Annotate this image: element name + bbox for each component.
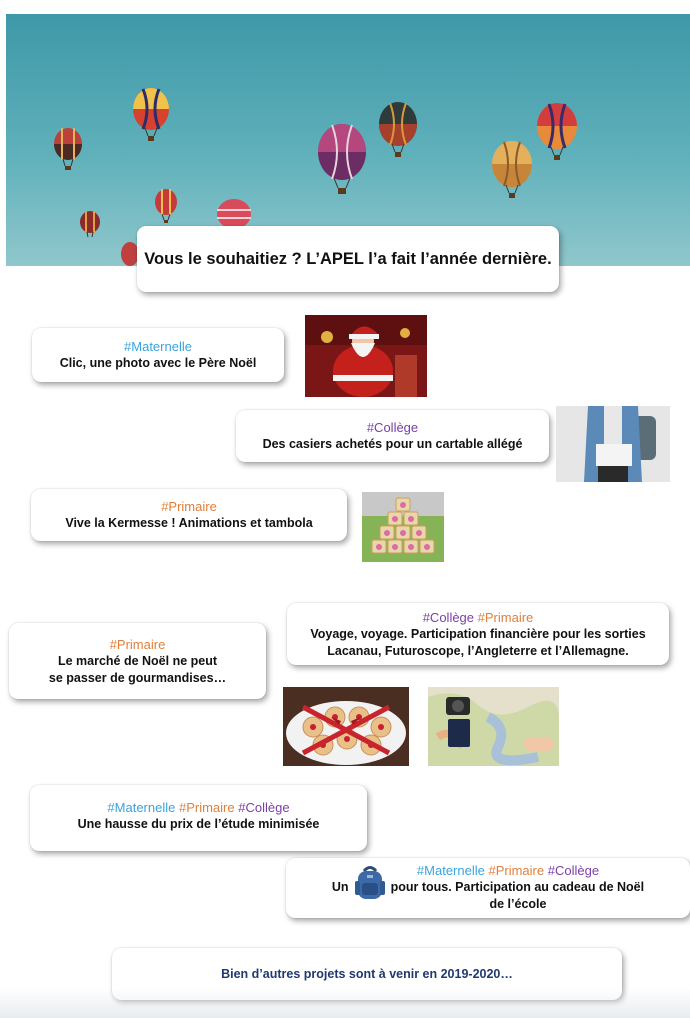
card-text: Vive la Kermesse ! Animations et tambola [65, 516, 313, 530]
balloon [492, 141, 532, 198]
card-text-line2: Lacanau, Futuroscope, l’Angleterre et l’Allemagne. [327, 644, 629, 658]
balloon [318, 124, 366, 194]
backpack-icon [353, 879, 387, 896]
card-text-line2: se passer de gourmandises… [48, 671, 227, 685]
card-pere-noel [32, 328, 284, 382]
travel-map-photo [428, 687, 559, 766]
card-text-line1 [286, 879, 690, 896]
card-text: Clic, une photo avec le Père Noël [59, 356, 257, 370]
jars-pyramid-photo [362, 492, 444, 562]
balloon [80, 211, 100, 237]
student-backpack-photo [556, 406, 670, 482]
card-kermesse [31, 489, 347, 541]
tag-college: #Collège [238, 800, 290, 815]
card-etude [30, 785, 367, 851]
card-text-suffix: pour tous. Participation au cadeau de Noël [390, 880, 645, 894]
tag-college: #Collège [422, 610, 475, 625]
footer-text: Bien d’autres projets sont à venir en 2019-2020… [221, 967, 513, 981]
tag-maternelle: #Maternelle [107, 800, 176, 815]
tag-primaire: #Primaire [477, 610, 534, 625]
tag-primaire: #Primaire [488, 863, 545, 878]
card-text: Une hausse du prix de l’étude minimisée [77, 817, 320, 831]
card-marche-noel [9, 623, 266, 699]
balloon [54, 128, 82, 170]
tag-primaire: #Primaire [161, 499, 217, 514]
page-bottom-fade [0, 988, 690, 1018]
tag-college: #Collège [547, 863, 600, 878]
card-voyage [287, 603, 669, 665]
headline: Vous le souhaitiez ? L’APEL l’a fait l’année dernière. [144, 249, 552, 268]
card-text-line1: Voyage, voyage. Participation financière pour les sorties [310, 627, 646, 641]
headline-card [137, 226, 559, 292]
christmas-cookies-photo [283, 687, 409, 766]
card-text-line2: de l’école [489, 897, 547, 911]
balloon [133, 88, 169, 141]
balloon [217, 199, 251, 229]
card-casiers [236, 410, 549, 462]
santa-photo [305, 315, 427, 397]
card-cadeau [286, 858, 690, 918]
tags-line [30, 799, 367, 816]
balloon [537, 103, 577, 160]
tag-primaire: #Primaire [109, 637, 166, 652]
tag-college: #Collège [366, 420, 419, 435]
card-text-prefix: Un [331, 880, 349, 894]
balloon [379, 102, 417, 157]
tags-line [286, 862, 690, 879]
tag-primaire: #Primaire [178, 800, 235, 815]
card-text-line1: Le marché de Noël ne peut [57, 654, 218, 668]
tags-line [287, 609, 669, 626]
tag-maternelle: #Maternelle [416, 863, 485, 878]
tag-maternelle: #Maternelle [124, 339, 192, 354]
card-text: Des casiers achetés pour un cartable allégé [262, 437, 523, 451]
balloon [155, 189, 177, 223]
